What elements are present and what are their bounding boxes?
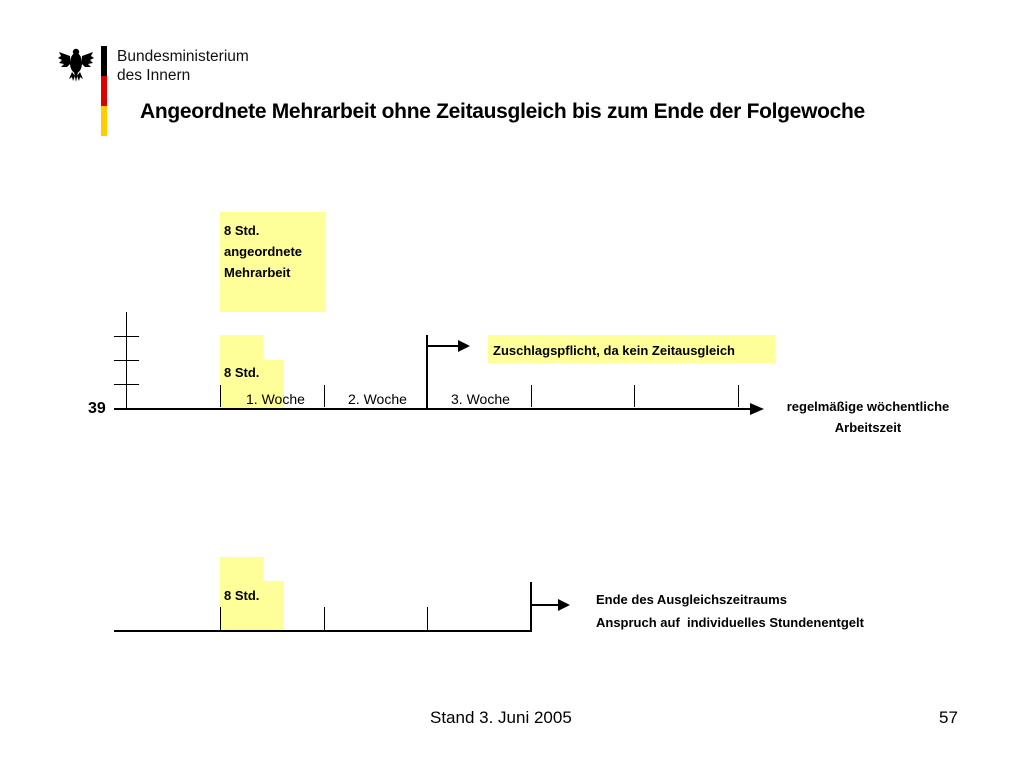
end-label-line2: Anspruch auf individuelles Stundenentgelt <box>596 615 864 630</box>
footer-date: Stand 3. Juni 2005 <box>430 708 572 727</box>
surcharge-label: Zuschlagspflicht, da kein Zeitausgleich <box>493 343 735 358</box>
d2-separator-3 <box>427 607 428 630</box>
flag-gold <box>101 106 107 136</box>
axis-label <box>768 396 968 438</box>
tick-mark-3 <box>114 384 139 385</box>
d2-separator-1 <box>220 607 221 630</box>
d2-end-marker <box>530 582 532 632</box>
d2-separator-2 <box>324 607 325 630</box>
surcharge-arrow-head <box>458 340 470 352</box>
week-3-label: 3. Woche <box>451 391 510 407</box>
flag-stripe <box>101 46 107 136</box>
ministry-name <box>117 47 249 85</box>
compensation-axis <box>114 630 532 632</box>
week-separator-4 <box>531 385 532 407</box>
end-label <box>596 588 864 634</box>
end-arrow-head <box>558 599 570 611</box>
overtime-word: Mehrarbeit <box>224 265 291 280</box>
flag-red <box>101 76 107 106</box>
ministry-line2: des Innern <box>117 67 191 84</box>
overtime-box-lower-label: 8 Std. <box>224 365 260 380</box>
axis-label-line1: regelmäßige wöchentliche <box>786 399 950 414</box>
axis-label-line2: Arbeitszeit <box>834 420 902 435</box>
flag-black <box>101 46 107 76</box>
week-2-label: 2. Woche <box>348 391 407 407</box>
end-arrow-line <box>530 604 560 606</box>
tick-mark-1 <box>114 336 139 337</box>
tick-mark-2 <box>114 360 139 361</box>
overtime-ordered: angeordnete <box>224 244 303 259</box>
week-separator-6 <box>738 385 739 407</box>
ministry-line1: Bundesministerium <box>117 48 249 65</box>
week-1-label: 1. Woche <box>246 391 305 407</box>
federal-eagle-icon <box>58 46 94 84</box>
page-title: Angeordnete Mehrarbeit ohne Zeitausgleich bis zum Ende der Folgewoche <box>140 100 865 123</box>
week-separator-2 <box>324 385 325 407</box>
axis-arrow-head <box>750 403 764 415</box>
overtime-hours: 8 Std. <box>224 223 260 238</box>
week-separator-5 <box>634 385 635 407</box>
weekly-hours-axis <box>114 408 754 410</box>
surcharge-arrow-line <box>426 345 460 347</box>
overtime-box-2b <box>262 581 284 631</box>
week-separator-1 <box>220 385 221 407</box>
overtime-box-top-label <box>224 220 302 283</box>
overtime-box-2-label: 8 Std. <box>224 588 260 603</box>
end-label-line1: Ende des Ausgleichszeitraums <box>596 592 787 607</box>
axis-value-39: 39 <box>88 400 106 417</box>
page-number: 57 <box>939 708 958 727</box>
